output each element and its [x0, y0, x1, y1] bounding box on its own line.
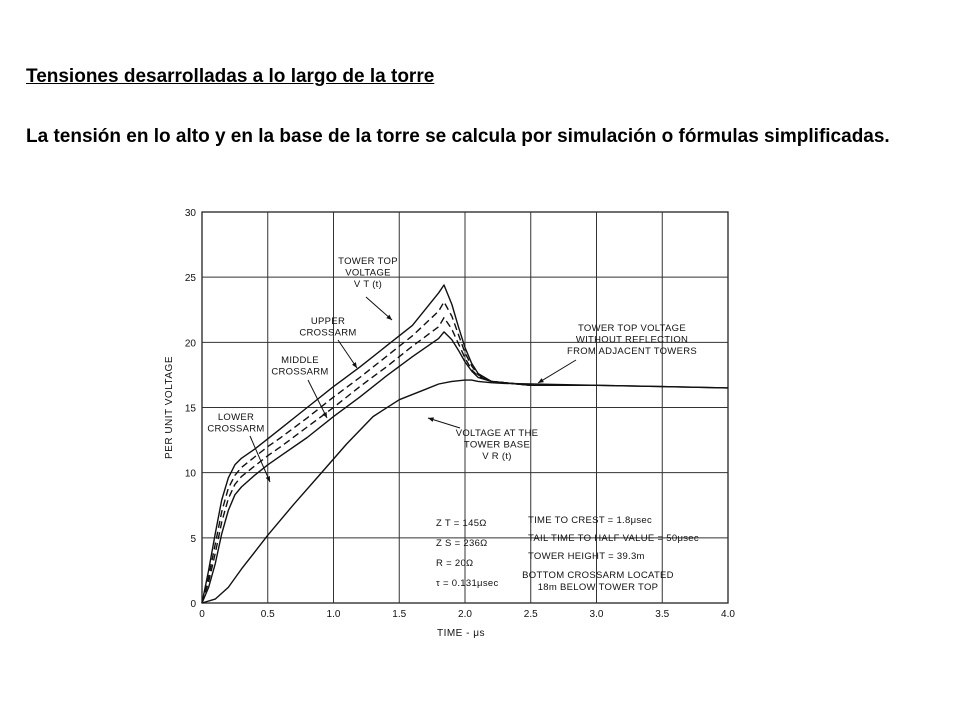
label-no-reflection-line: TOWER TOP VOLTAGE	[577, 323, 687, 334]
params-left	[436, 518, 499, 589]
label-middle-crossarm-line: MIDDLE	[281, 355, 319, 366]
leader-no-reflection	[538, 360, 576, 383]
label-tower-top-line: V T (t)	[353, 279, 383, 290]
x-tick-label: 2.5	[523, 609, 538, 620]
params-right	[522, 515, 699, 593]
leader-no-reflection-head	[538, 378, 544, 383]
y-tick-label: 20	[184, 338, 196, 350]
label-middle-crossarm	[271, 355, 328, 378]
x-tick-label: 3.0	[589, 609, 604, 620]
param-left-line: Z T = 145Ω	[436, 518, 487, 529]
param-left-line: τ = 0.131μsec	[436, 578, 499, 589]
y-tick-label: 25	[184, 273, 196, 285]
x-tick-label: 0	[199, 609, 205, 620]
slide-body-text: La tensión en lo alto y en la base de la torre se calcula por simulación o fórmulas simplificadas.	[26, 126, 890, 147]
param-right-line: TAIL TIME TO HALF VALUE = 50μsec	[528, 533, 699, 544]
label-tower-base-line: TOWER BASE	[463, 439, 531, 451]
param-left-line: Z S = 236Ω	[436, 538, 488, 549]
x-tick-label: 2.0	[458, 609, 472, 620]
slide-title: Tensiones desarrolladas a lo largo de la torre	[26, 66, 435, 87]
label-lower-crossarm-line: LOWER	[217, 412, 255, 423]
label-middle-crossarm-line: CROSSARM	[271, 366, 329, 378]
x-tick-label: 3.5	[655, 609, 670, 620]
y-tick-label: 10	[184, 468, 196, 480]
y-tick-label: 30	[184, 208, 196, 219]
param-right-line: TOWER HEIGHT = 39.3m	[528, 551, 645, 562]
label-upper-crossarm	[299, 316, 356, 339]
label-lower-crossarm	[207, 412, 264, 435]
label-upper-crossarm-line: CROSSARM	[299, 327, 357, 339]
label-tower-base	[456, 428, 539, 462]
param-right-line: 18m BELOW TOWER TOP	[537, 582, 659, 593]
leader-upper-crossarm-head	[352, 362, 357, 368]
param-left-line: R = 20Ω	[436, 558, 474, 569]
label-upper-crossarm-line: UPPER	[310, 316, 346, 327]
y-tick-label: 0	[190, 599, 196, 610]
x-tick-label: 4.0	[721, 609, 735, 620]
y-tick-label: 5	[190, 533, 196, 545]
label-no-reflection	[567, 323, 697, 357]
label-lower-crossarm-line: CROSSARM	[207, 423, 265, 435]
x-tick-label: 1.5	[392, 609, 407, 620]
leader-middle-crossarm	[308, 380, 327, 418]
label-tower-top	[338, 256, 398, 290]
x-axis-title: TIME - μs	[436, 628, 486, 639]
x-tick-label: 1.0	[326, 609, 341, 620]
y-axis-title: PER UNIT VOLTAGE	[164, 355, 175, 460]
label-tower-base-line: V R (t)	[482, 451, 512, 462]
label-tower-top-line: TOWER TOP	[338, 256, 398, 267]
x-tick-label: 0.5	[260, 609, 275, 620]
label-tower-top-line: VOLTAGE	[345, 267, 391, 279]
param-right-line: TIME TO CREST = 1.8μsec	[528, 515, 653, 526]
label-no-reflection-line: FROM ADJACENT TOWERS	[566, 346, 698, 357]
y-tick-label: 15	[184, 403, 196, 415]
label-tower-base-line: VOLTAGE AT THE	[455, 428, 539, 439]
label-no-reflection-line: WITHOUT REFLECTION	[575, 334, 689, 346]
param-right-line: BOTTOM CROSSARM LOCATED	[522, 570, 674, 581]
leader-tower-base-head	[428, 417, 434, 422]
